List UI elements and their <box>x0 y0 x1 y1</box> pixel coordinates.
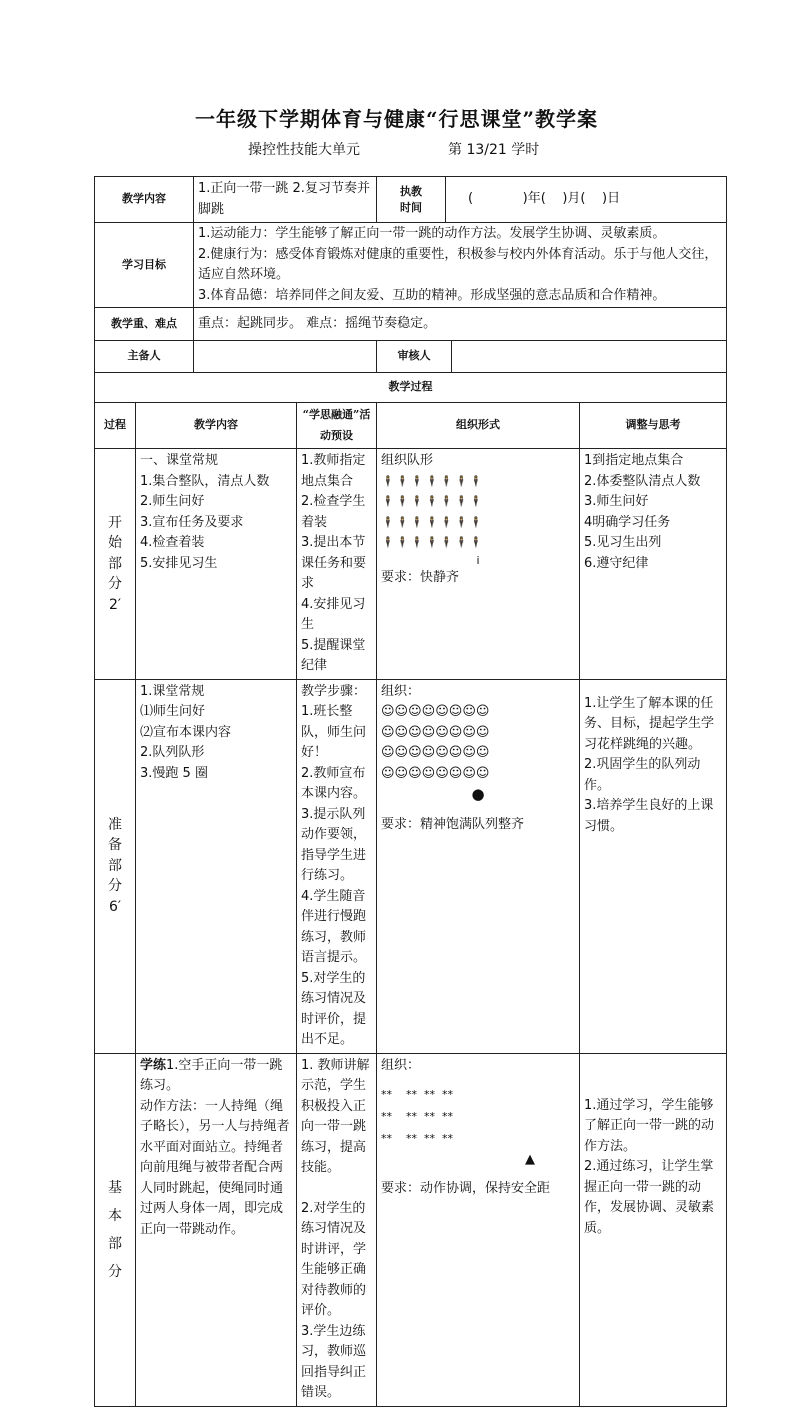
header-phase: 过程 <box>95 403 136 449</box>
preparer-value <box>194 341 377 373</box>
key-points-label: 教学重、难点 <box>95 308 194 341</box>
date-value: ( )年( )月( )日 <box>446 177 727 223</box>
prepare-reflection: 1.让学生了解本课的任务、目标，提起学生学习花样跳绳的兴趣。 2.巩固学生的队列动作。 3.培养学生良好的上课习惯。 <box>580 679 727 1053</box>
formation-row: ☺☺☺☺☺☺☺☺ <box>381 745 490 760</box>
goal-item: 3.体育品德：培养同伴之间友爱、互助的精神。形成坚强的意志品质和合作精神。 <box>198 287 666 303</box>
formation-row: ** ** ** ** <box>381 1132 453 1145</box>
goal-item: 2.健康行为：感受体育锻炼对健康的重要性，积极参与校内外体育活动。乐于与他人交往，适应自然环境。 <box>198 246 718 282</box>
time-label: 执教 时间 <box>377 177 446 223</box>
goals-label: 学习目标 <box>95 223 194 308</box>
formation-row: ☺☺☺☺☺☺☺☺ <box>381 724 490 740</box>
formation-row: 🕴🕴🕴🕴🕴🕴🕴 <box>381 474 484 488</box>
basic-content: 学练1.空手正向一带一跳练习。 动作方法：一人持绳（绳子略长），另一人与持绳者水平面对面站立。持绳者向前甩绳与被带者配合两人同时跳起，使绳同时通过两人身体一周，即完成正向一带跳动作。 <box>136 1053 297 1406</box>
formation-row: ☺☺☺☺☺☺☺☺ <box>381 765 490 781</box>
phase-prepare: 准 备 部 分 6′ <box>95 679 136 1053</box>
process-title: 教学过程 <box>95 373 727 403</box>
formation-row: 🕴🕴🕴🕴🕴🕴🕴 <box>381 515 484 529</box>
preparer-label: 主备人 <box>95 341 194 373</box>
goals-list <box>194 223 727 308</box>
formation-row: ☺☺☺☺☺☺☺☺ <box>381 704 490 719</box>
lesson-number: 第 13/21 学时 <box>448 142 540 158</box>
prepare-activities: 教学步骤： 1.班长整队，师生问好！ 2.教师宣布本课内容。 3.提示队列动作要领，指导学生进行练习。 4.学生随音伴进行慢跑练习，教师语言提示。 5.对学生的练习情况及时评价，提出不足。 <box>297 679 377 1053</box>
header-activities: “学思融通”活动预设 <box>297 403 377 449</box>
key-points-value: 重点：起跳同步。 难点：摇绳节奏稳定。 <box>194 308 727 341</box>
reviewer-value <box>452 341 727 373</box>
prepare-content: 1.课堂常规 ⑴师生问好 ⑵宣布本课内容 2.队列队形 3.慢跑 5 圈 <box>136 679 297 1053</box>
basic-activities: 1. 教师讲解示范，学生积极投入正向一带一跳练习，提高技能。 2.对学生的练习情况及时讲评，学生能够正确对待教师的评价。 3.学生边练习，教师巡回指导纠正错误。 <box>297 1053 377 1406</box>
basic-organization: 组织： ** ** ** ** ** ** ** ** ** ** ** ** ▲ 要求：动作协调，保持安全距 <box>377 1053 580 1406</box>
start-activities: 1.教师指定地点集合 2.检查学生着装 3.提出本节课任务和要求 4.安排见习生 5.提醒课堂纪律 <box>297 449 377 680</box>
teacher-icon: i <box>476 553 480 567</box>
formation-row: 🕴🕴🕴🕴🕴🕴🕴 <box>381 536 484 549</box>
formation-row: ** ** ** ** <box>381 1110 453 1123</box>
content-label: 教学内容 <box>95 177 194 223</box>
start-reflection: 1到指定地点集合 2.体委整队清点人数 3.师生问好 4明确学习任务 5.见习生出列 6.遵守纪律 <box>580 449 727 680</box>
header-content: 教学内容 <box>136 403 297 449</box>
content-value: 1.正向一带一跳 2.复习节奏并脚跳 <box>194 177 377 223</box>
formation-row: ** ** ** ** <box>381 1088 453 1101</box>
header-reflection: 调整与思考 <box>580 403 727 449</box>
formation-row: 🕴🕴🕴🕴🕴🕴🕴 <box>381 495 484 508</box>
phase-start: 开 始 部 分 2′ <box>95 449 136 680</box>
page-title: 一年级下学期体育与健康“行思课堂”教学案 <box>194 107 598 131</box>
teacher-icon: ● <box>471 785 485 803</box>
header-organization: 组织形式 <box>377 403 580 449</box>
phase-basic: 基 本 部 分 <box>95 1053 136 1406</box>
teacher-icon: ▲ <box>525 1152 535 1167</box>
start-content: 一、课堂常规 1.集合整队，清点人数 2.师生问好 3.宣布任务及要求 4.检查着装 5.安排见习生 <box>136 449 297 680</box>
reviewer-label: 审核人 <box>377 341 452 373</box>
unit-name: 操控性技能大单元 <box>248 142 360 158</box>
start-organization: 组织队形 🕴🕴🕴🕴🕴🕴🕴 🕴🕴🕴🕴🕴🕴🕴 🕴🕴🕴🕴🕴🕴🕴 🕴🕴🕴🕴🕴🕴🕴 i 要求：快静齐 <box>377 449 580 680</box>
goal-item: 1.运动能力：学生能够了解正向一带一跳的动作方法。发展学生协调、灵敏素质。 <box>198 226 666 241</box>
lesson-plan-table <box>94 176 727 1407</box>
basic-reflection: 1.通过学习，学生能够了解正向一带一跳的动作方法。 2.通过练习，让学生掌握正向一带一跳的动作，发展协调、灵敏素质。 <box>580 1053 727 1406</box>
prepare-organization: 组织： ☺☺☺☺☺☺☺☺ ☺☺☺☺☺☺☺☺ ☺☺☺☺☺☺☺☺ ☺☺☺☺☺☺☺☺ ● 要求：精神饱满队列整齐 <box>377 679 580 1053</box>
